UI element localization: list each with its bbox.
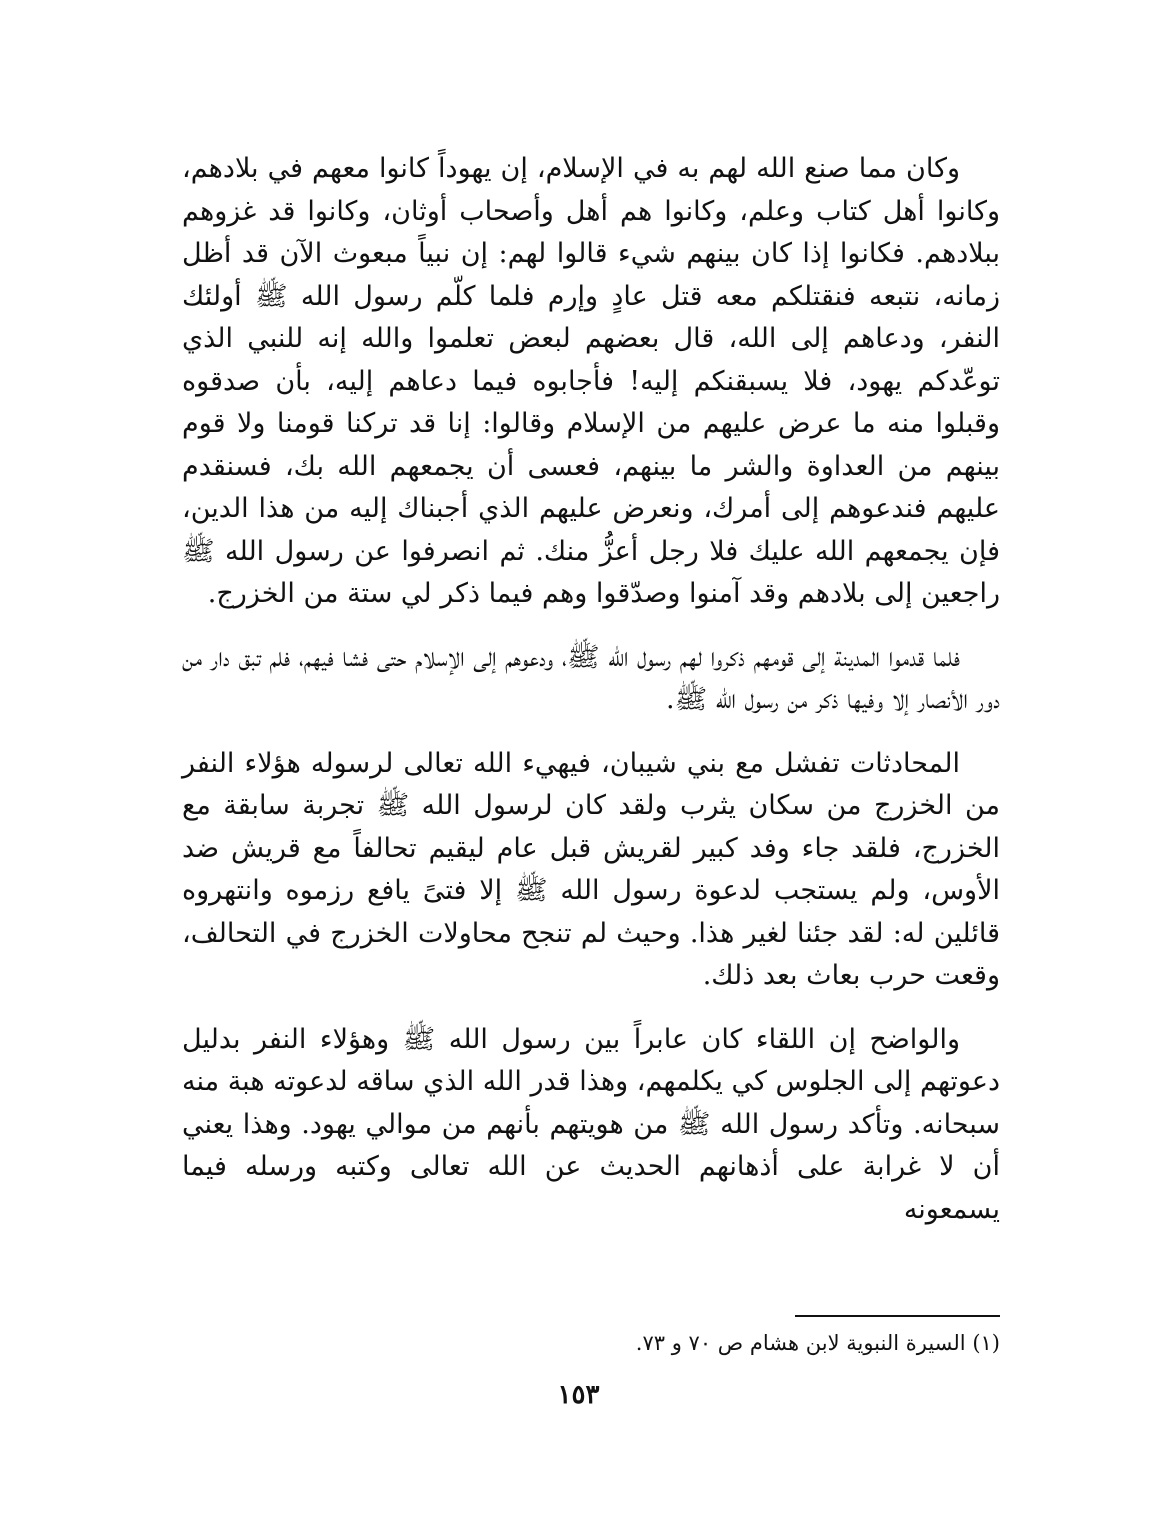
page-number: ١٥٣ xyxy=(557,1380,600,1410)
paragraph-2: فلما قدموا المدينة إلى قومهم ذكروا لهم رسول الله ﷺ، ودعوهم إلى الإسلام حتى فشا فيهم، فلم تبق دار من دور الأنصار إلا وفيها ذكر من رسول الله ﷺ. xyxy=(182,641,1000,715)
body-text xyxy=(182,148,1000,1252)
paragraph-3: المحادثات تفشل مع بني شيبان، فيهيء الله تعالى لرسوله هؤلاء النفر من الخزرج من سكان يثرب ولقد كان لرسول الله ﷺ تجربة سابقة مع الخزرج، فلقد جاء وفد كبير لقريش قبل عام ليقيم تحالفاً مع قريش ضد الأوس، ولم يستجب لدعوة رسول الله ﷺ إلا فتىً يافع رزموه وانتهروه قائلين له: لقد جئنا لغير هذا. وحيث لم تنجح محاولات الخزرج في التحالف، وقعت حرب بعاث بعد ذلك. xyxy=(182,747,1000,991)
paragraph-4: والواضح إن اللقاء كان عابراً بين رسول الله ﷺ وهؤلاء النفر بدليل دعوتهم إلى الجلوس كي يكلمهم، وهذا قدر الله الذي ساقه لدعوته هبة منه سبحانه. وتأكد رسول الله ﷺ من هويتهم بأنهم من موالي يهود. وهذا يعني أن لا غرابة على أذهانهم الحديث عن الله تعالى وكتبه ورسله فيما يسمعونه xyxy=(182,1023,1000,1225)
footnote: (١) السيرة النبوية لابن هشام ص ٧٠ و ٧٣. xyxy=(635,1331,1000,1355)
footnote-divider xyxy=(795,1315,1000,1317)
paragraph-1: وكان مما صنع الله لهم به في الإسلام، إن يهوداً كانوا معهم في بلادهم، وكانوا أهل كتاب وعلم، وكانوا هم أهل وأصحاب أوثان، وكانوا قد غزوهم ببلادهم. فكانوا إذا كان بينهم شيء قالوا لهم: إن نبياً مبعوث الآن قد أظل زمانه، نتبعه فنقتلكم معه قتل عادٍ وإرم فلما كلّم رسول الله ﷺ أولئك النفر، ودعاهم إلى الله، قال بعضهم لبعض تعلموا والله إنه للنبي الذي توعّدكم يهود، فلا يسبقنكم إليه! فأجابوه فيما دعاهم إليه، بأن صدقوه وقبلوا منه ما عرض عليهم من الإسلام وقالوا: إنا قد تركنا قومنا ولا قوم بينهم من العداوة والشر ما بينهم، فعسى أن يجمعهم الله بك، فسنقدم عليهم فندعوهم إلى أمرك، ونعرض عليهم الذي أجبناك إليه من هذا الدين، فإن يجمعهم الله عليك فلا رجل أعزُّ منك. ثم انصرفوا عن رسول الله ﷺ راجعين إلى بلادهم وقد آمنوا وصدّقوا وهم فيما ذكر لي ستة من الخزرج. xyxy=(182,153,1000,609)
